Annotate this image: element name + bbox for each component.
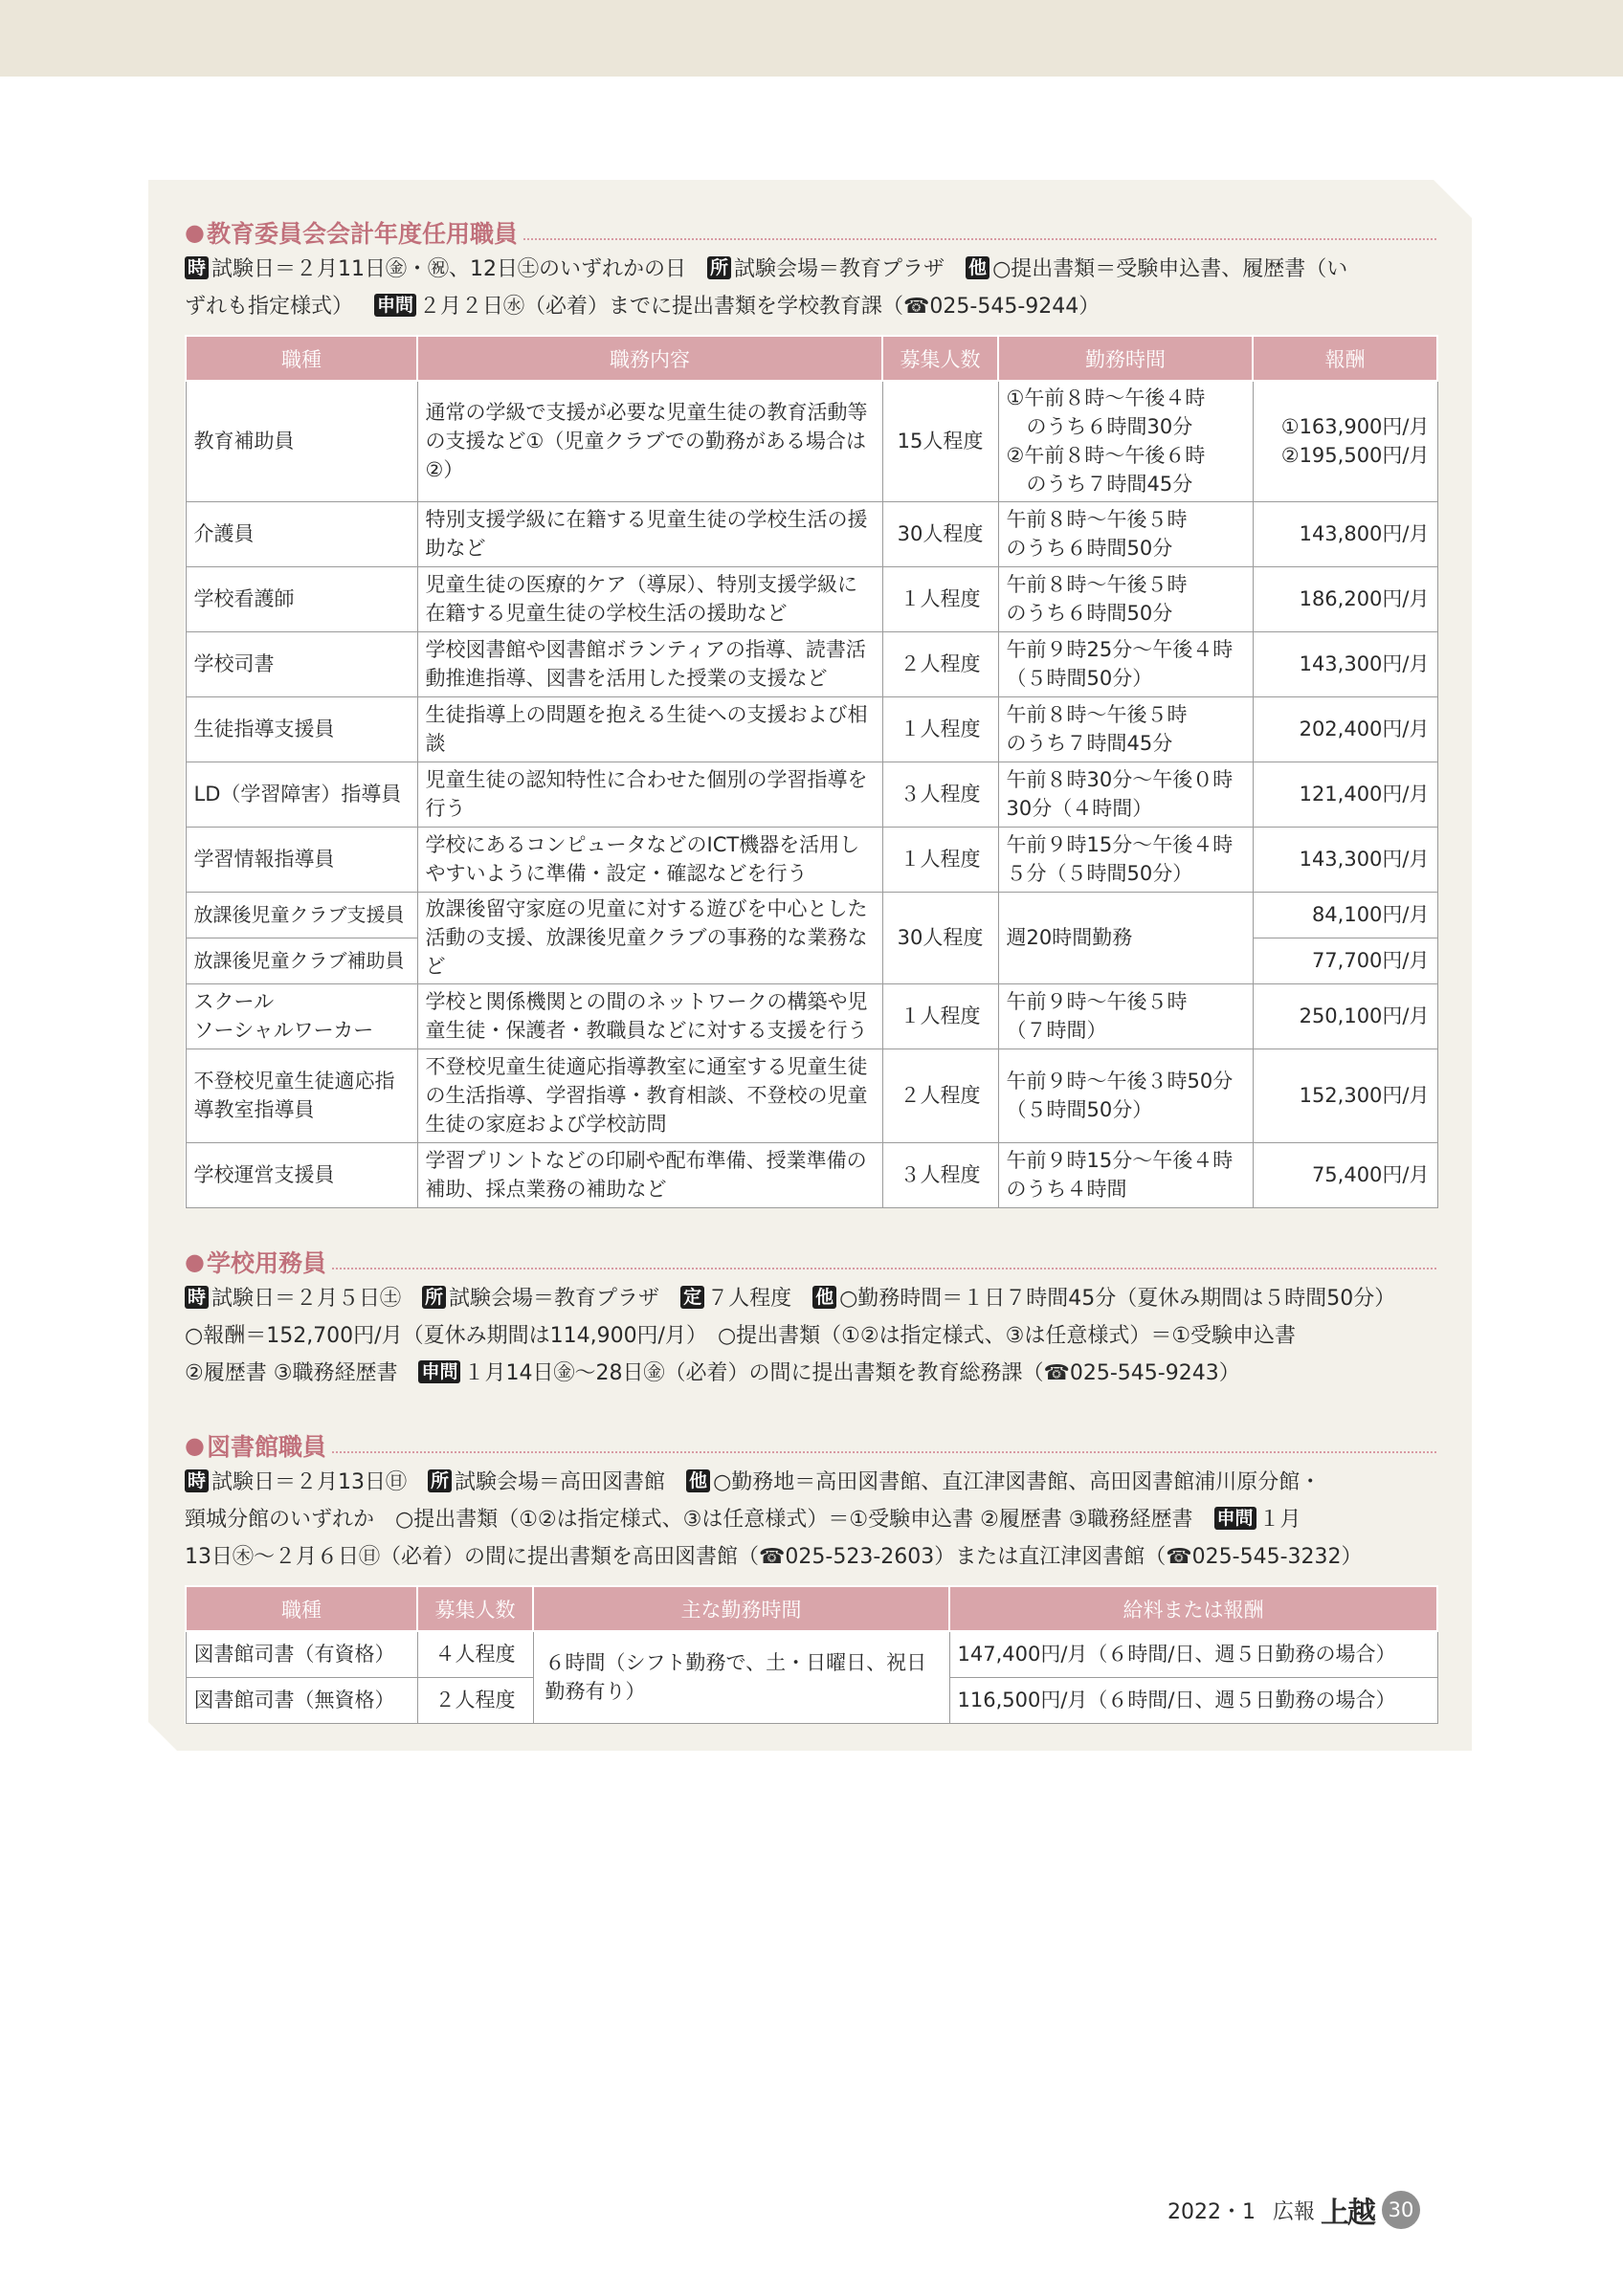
count-cell: １人程度 bbox=[882, 983, 998, 1049]
count-cell: 15人程度 bbox=[882, 381, 998, 501]
tag-place: 所 bbox=[707, 256, 731, 279]
tag-place: 所 bbox=[428, 1469, 452, 1492]
column-header: 勤務時間 bbox=[998, 336, 1253, 381]
bullet-icon: ● bbox=[185, 1432, 205, 1459]
duty-cell: 通常の学級で支援が必要な児童生徒の教育活動等の支援など①（児童クラブでの勤務がある場合は②） bbox=[417, 381, 882, 501]
duty-cell: 学校にあるコンピュータなどのICT機器を活用しやすいように準備・設定・確認などを行う bbox=[417, 827, 882, 892]
pay-cell: ①163,900円/月 ②195,500円/月 bbox=[1253, 381, 1437, 501]
hours-cell: 午前９時25分～午後４時 （５時間50分） bbox=[998, 631, 1253, 696]
tag-fixed: 定 bbox=[680, 1286, 704, 1309]
count-cell: 30人程度 bbox=[882, 892, 998, 983]
count-cell: 30人程度 bbox=[882, 501, 998, 566]
pay-cell: 143,300円/月 bbox=[1253, 827, 1437, 892]
hours-cell: 午前８時30分～午後０時 30分（４時間） bbox=[998, 762, 1253, 827]
dotted-rule bbox=[523, 225, 1436, 240]
tag-other: 他 bbox=[686, 1469, 710, 1492]
job-cell: 学校司書 bbox=[186, 631, 417, 696]
section2-info bbox=[185, 1280, 1436, 1392]
page-footer bbox=[1167, 2189, 1420, 2231]
info-line: 時 試験日＝２月13日㊐ 所 試験会場＝高田図書館 他 ○勤務地＝高田図書館、直江津図書館、高田図書館浦川原分館・ bbox=[185, 1464, 1436, 1501]
count-cell: ４人程度 bbox=[417, 1631, 533, 1677]
table-row bbox=[186, 501, 1437, 566]
job-cell: 学習情報指導員 bbox=[186, 827, 417, 892]
bullet-icon: ● bbox=[185, 219, 205, 246]
column-header: 報酬 bbox=[1253, 336, 1437, 381]
count-cell: ２人程度 bbox=[882, 631, 998, 696]
duty-cell: 放課後留守家庭の児童に対する遊びを中心とした活動の支援、放課後児童クラブの事務的な業務など bbox=[417, 892, 882, 983]
table-row bbox=[186, 983, 1437, 1049]
pay-cell: 143,800円/月 bbox=[1253, 501, 1437, 566]
column-header: 主な勤務時間 bbox=[533, 1586, 949, 1631]
count-cell: １人程度 bbox=[882, 566, 998, 631]
count-cell: ３人程度 bbox=[882, 762, 998, 827]
tag-apply: 申問 bbox=[418, 1360, 460, 1383]
info-line: ○報酬＝152,700円/月（夏休み期間は114,900円/月） ○提出書類（①②は指定様式、③は任意様式）＝①受験申込書 bbox=[185, 1324, 1297, 1348]
section-title: ● 教育委員会会計年度任用職員 bbox=[185, 216, 1436, 249]
section-title: ● 学校用務員 bbox=[185, 1246, 1436, 1278]
table-row bbox=[186, 762, 1437, 827]
job-cell: 学校看護師 bbox=[186, 566, 417, 631]
count-cell: ２人程度 bbox=[417, 1677, 533, 1723]
hours-cell: 週20時間勤務 bbox=[998, 892, 1253, 983]
pay-cell: 143,300円/月 bbox=[1253, 631, 1437, 696]
hours-cell: 午前８時～午後５時 のうち６時間50分 bbox=[998, 566, 1253, 631]
pay-cell: 121,400円/月 bbox=[1253, 762, 1437, 827]
table-row bbox=[186, 696, 1437, 762]
job-cell: 図書館司書（無資格） bbox=[186, 1677, 417, 1723]
pay-cell: 75,400円/月 bbox=[1253, 1142, 1437, 1207]
hours-cell: 午前９時～午後３時50分 （５時間50分） bbox=[998, 1049, 1253, 1142]
tag-time: 時 bbox=[185, 256, 209, 279]
duty-cell: 児童生徒の医療的ケア（導尿）、特別支援学級に在籍する児童生徒の学校生活の援助など bbox=[417, 566, 882, 631]
duty-cell: 学校図書館や図書館ボランティアの指導、読書活動推進指導、図書を活用した授業の支援など bbox=[417, 631, 882, 696]
issue-date: 2022・1 bbox=[1167, 2199, 1256, 2224]
hours-cell: 午前９時～午後５時 （７時間） bbox=[998, 983, 1253, 1049]
hours-cell: 午前８時～午後５時 のうち７時間45分 bbox=[998, 696, 1253, 762]
tag-other: 他 bbox=[812, 1286, 836, 1309]
hours-cell: 午前９時15分～午後４時 のうち４時間 bbox=[998, 1142, 1253, 1207]
table-header-row bbox=[186, 1586, 1437, 1631]
section-title: ● 図書館職員 bbox=[185, 1429, 1436, 1462]
job-cell: 生徒指導支援員 bbox=[186, 696, 417, 762]
duty-cell: 生徒指導上の問題を抱える生徒への支援および相談 bbox=[417, 696, 882, 762]
job-cell: 図書館司書（有資格） bbox=[186, 1631, 417, 1677]
hours-cell: ６時間（シフト勤務で、土・日曜日、祝日勤務有り） bbox=[533, 1631, 949, 1723]
pay-cell: 250,100円/月 bbox=[1253, 983, 1437, 1049]
hours-cell: ①午前８時～午後４時 のうち６時間30分 ②午前８時～午後６時 のうち７時間45分 bbox=[998, 381, 1253, 501]
job-cell: 不登校児童生徒適応指導教室指導員 bbox=[186, 1049, 417, 1142]
table-row bbox=[186, 631, 1437, 696]
top-band bbox=[0, 0, 1623, 77]
job-cell: LD（学習障害）指導員 bbox=[186, 762, 417, 827]
pay-cell: 147,400円/月（６時間/日、週５日勤務の場合） bbox=[949, 1631, 1437, 1677]
joetsu-logo: 上越 bbox=[1321, 2197, 1375, 2230]
pay-cell: 202,400円/月 bbox=[1253, 696, 1437, 762]
count-cell: １人程度 bbox=[882, 696, 998, 762]
column-header: 募集人数 bbox=[882, 336, 998, 381]
hours-cell: 午前９時15分～午後４時 ５分（５時間50分） bbox=[998, 827, 1253, 892]
tag-apply: 申問 bbox=[374, 294, 416, 317]
publication-label: 広報 bbox=[1273, 2199, 1316, 2224]
column-header: 給料または報酬 bbox=[949, 1586, 1437, 1631]
table-row bbox=[186, 1142, 1437, 1207]
pay-cell: 77,700円/月 bbox=[1253, 938, 1437, 983]
table-row bbox=[186, 1631, 1437, 1677]
page-number: 30 bbox=[1382, 2191, 1420, 2229]
info-line: 時 試験日＝２月11日㊎・㊗、12日㊏のいずれかの日 所 試験会場＝教育プラザ 他 ○提出書類＝受験申込書、履歴書（い bbox=[185, 251, 1436, 288]
count-cell: １人程度 bbox=[882, 827, 998, 892]
section-board-of-education bbox=[185, 216, 1436, 1208]
tag-time: 時 bbox=[185, 1469, 209, 1492]
section-school-janitor bbox=[185, 1246, 1436, 1392]
info-line: 時 試験日＝２月５日㊏ 所 試験会場＝教育プラザ 定 ７人程度 他 ○勤務時間＝１日７時間45分（夏休み期間は５時間50分） bbox=[185, 1280, 1436, 1317]
duty-cell: 児童生徒の認知特性に合わせた個別の学習指導を行う bbox=[417, 762, 882, 827]
job-cell: 放課後児童クラブ補助員 bbox=[186, 938, 417, 983]
column-header: 職務内容 bbox=[417, 336, 882, 381]
duty-cell: 学校と関係機関との間のネットワークの構築や児童生徒・保護者・教職員などに対する支援を行う bbox=[417, 983, 882, 1049]
pay-cell: 116,500円/月（６時間/日、週５日勤務の場合） bbox=[949, 1677, 1437, 1723]
info-line: ずれも指定様式） 申問 ２月２日㊌（必着）までに提出書類を学校教育課（☎025-545-9244） bbox=[185, 295, 1101, 319]
section-library-staff bbox=[185, 1429, 1436, 1724]
bullet-icon: ● bbox=[185, 1248, 205, 1275]
info-line: 頸城分館のいずれか ○提出書類（①②は指定様式、③は任意様式）＝①受験申込書 ②履歴書 ③職務経歴書 申問 １月 bbox=[185, 1508, 1301, 1532]
table-row bbox=[186, 566, 1437, 631]
duty-cell: 不登校児童生徒適応指導教室に通室する児童生徒の生活指導、学習指導・教育相談、不登校の児童生徒の家庭および学校訪問 bbox=[417, 1049, 882, 1142]
table-row bbox=[186, 827, 1437, 892]
section1-info bbox=[185, 251, 1436, 325]
info-line: 13日㊍～２月６日㊐（必着）の間に提出書類を高田図書館（☎025-523-2603）または直江津図書館（☎025-545-3232） bbox=[185, 1545, 1363, 1569]
job-cell: スクール ソーシャルワーカー bbox=[186, 983, 417, 1049]
section3-info bbox=[185, 1464, 1436, 1576]
tag-other: 他 bbox=[966, 256, 989, 279]
job-cell: 介護員 bbox=[186, 501, 417, 566]
tag-apply: 申問 bbox=[1214, 1507, 1256, 1530]
duty-cell: 学習プリントなどの印刷や配布準備、授業準備の補助、採点業務の補助など bbox=[417, 1142, 882, 1207]
tag-place: 所 bbox=[422, 1286, 446, 1309]
column-header: 募集人数 bbox=[417, 1586, 533, 1631]
table-row bbox=[186, 381, 1437, 501]
pay-cell: 152,300円/月 bbox=[1253, 1049, 1437, 1142]
job-cell: 学校運営支援員 bbox=[186, 1142, 417, 1207]
pay-cell: 84,100円/月 bbox=[1253, 892, 1437, 938]
job-cell: 放課後児童クラブ支援員 bbox=[186, 892, 417, 938]
tag-time: 時 bbox=[185, 1286, 209, 1309]
column-header: 職種 bbox=[186, 336, 417, 381]
hours-cell: 午前８時～午後５時 のうち６時間50分 bbox=[998, 501, 1253, 566]
table-row bbox=[186, 892, 1437, 938]
dotted-rule bbox=[332, 1254, 1436, 1269]
count-cell: ３人程度 bbox=[882, 1142, 998, 1207]
library-table bbox=[185, 1585, 1438, 1724]
table-header-row bbox=[186, 336, 1437, 381]
job-cell: 教育補助員 bbox=[186, 381, 417, 501]
pay-cell: 186,200円/月 bbox=[1253, 566, 1437, 631]
duty-cell: 特別支援学級に在籍する児童生徒の学校生活の援助など bbox=[417, 501, 882, 566]
table-row bbox=[186, 1049, 1437, 1142]
info-line: ②履歴書 ③職務経歴書 申問 １月14日㊎～28日㊎（必着）の間に提出書類を教育総務課（☎025-545-9243） bbox=[185, 1361, 1240, 1385]
count-cell: ２人程度 bbox=[882, 1049, 998, 1142]
positions-table bbox=[185, 335, 1438, 1208]
column-header: 職種 bbox=[186, 1586, 417, 1631]
dotted-rule bbox=[332, 1438, 1436, 1453]
